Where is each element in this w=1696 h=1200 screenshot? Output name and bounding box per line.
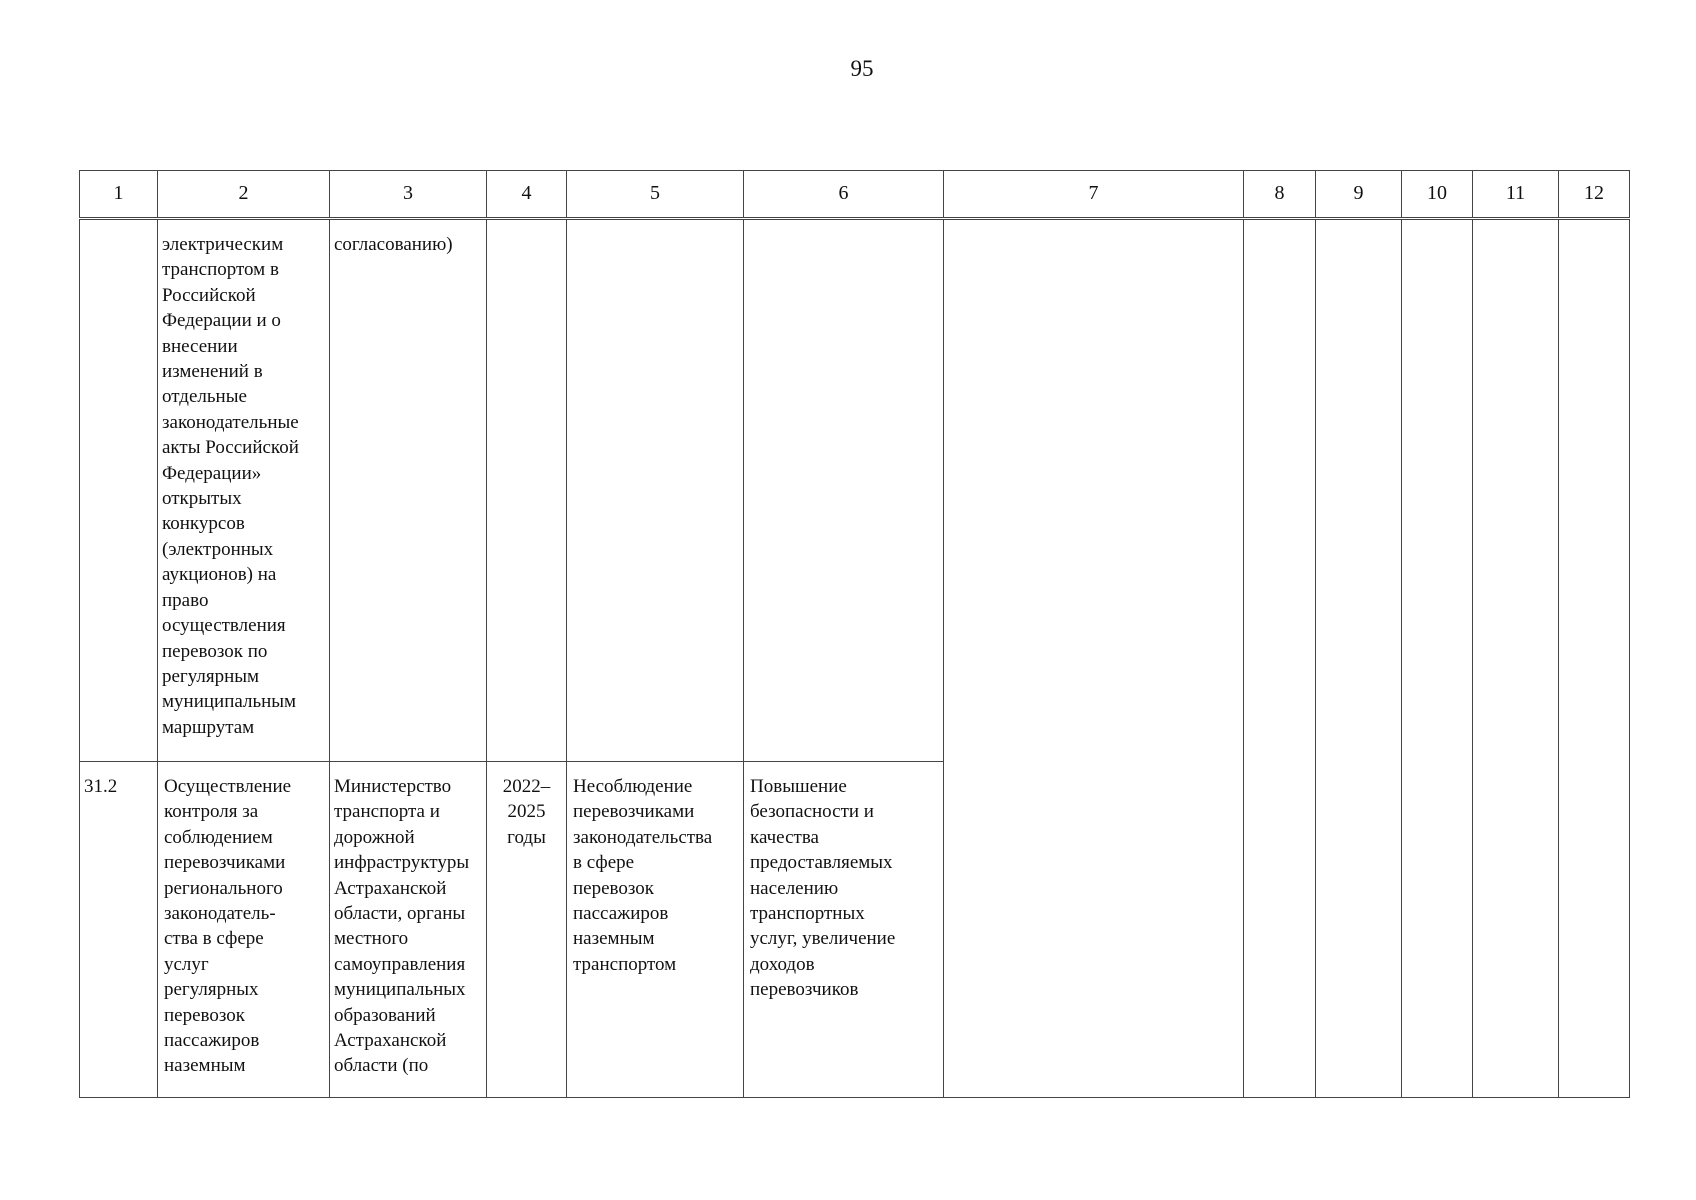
- cell-empty: [944, 219, 1244, 1098]
- column-header: 4: [487, 171, 567, 219]
- column-header: 10: [1402, 171, 1473, 219]
- column-header: 11: [1473, 171, 1559, 219]
- cell-empty: [80, 219, 158, 762]
- cell-item-number: 31.2: [80, 762, 158, 1098]
- cell-empty: [1559, 219, 1630, 1098]
- cell-measure-text: электрическим транспортом в Российской Федерации и о внесении изменений в отдельные законодательные акты Российской Федерации» открытых конкурсов (электронных аукционов) на право осуществления перевозок по регулярным муниципальным маршрутам: [158, 219, 330, 762]
- column-header: 5: [567, 171, 744, 219]
- page-number: 95: [850, 56, 874, 81]
- column-header: 12: [1559, 171, 1630, 219]
- cell-responsible: Министерство транспорта и дорожной инфраструктуры Астраханской области, органы местного самоуправления муниципальных образований Астраханской области (по: [330, 762, 487, 1098]
- measures-table: [79, 170, 1630, 1098]
- column-header: 8: [1244, 171, 1316, 219]
- cell-empty: [1473, 219, 1559, 1098]
- cell-empty: [567, 219, 744, 762]
- column-header: 9: [1316, 171, 1402, 219]
- cell-empty: [1402, 219, 1473, 1098]
- cell-responsible: согласованию): [330, 219, 487, 762]
- cell-result: Повышение безопасности и качества предоставляемых населению транспортных услуг, увеличение доходов перевозчиков: [744, 762, 944, 1098]
- cell-empty: [744, 219, 944, 762]
- cell-measure-text: Осуществление контроля за соблюдением перевозчиками регионального законодатель- ства в сфере услуг регулярных перевозок пассажиров наземным: [158, 762, 330, 1098]
- column-header: 6: [744, 171, 944, 219]
- cell-empty: [487, 219, 567, 762]
- column-header: 7: [944, 171, 1244, 219]
- column-header: 2: [158, 171, 330, 219]
- cell-period: 2022– 2025 годы: [487, 762, 567, 1098]
- column-header: 1: [80, 171, 158, 219]
- cell-empty: [1244, 219, 1316, 1098]
- column-header: 3: [330, 171, 487, 219]
- table-header-row: [80, 171, 1630, 219]
- table-row: [80, 219, 1630, 762]
- cell-risk: Несоблюдение перевозчиками законодательства в сфере перевозок пассажиров наземным транспортом: [567, 762, 744, 1098]
- cell-empty: [1316, 219, 1402, 1098]
